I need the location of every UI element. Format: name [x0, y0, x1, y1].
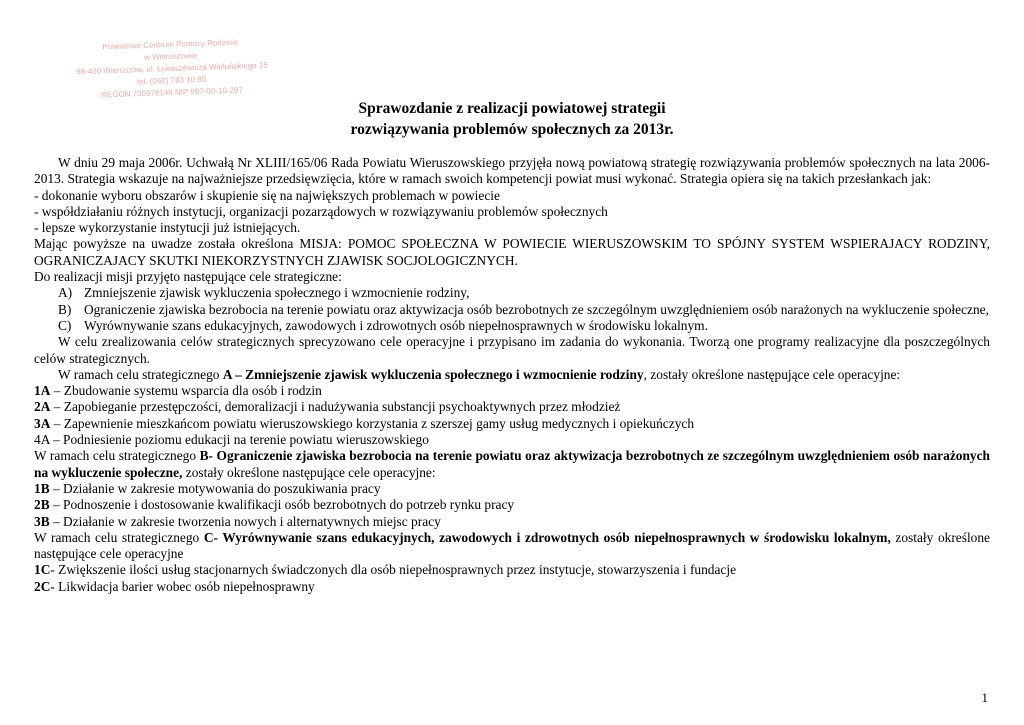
- operational-code: 2A: [34, 399, 51, 415]
- operational-item: [34, 579, 990, 595]
- operational-text: - Zwiększenie ilości usług stacjonarnych świadczonych dla osób niepełnosprawnych przez instytucje, stowarzyszenia i fundacje: [50, 562, 737, 578]
- section-c-heading: [34, 530, 990, 563]
- institution-stamp: [75, 21, 268, 108]
- operational-text: – Zbudowanie systemu wsparcia dla osób i rodzin: [50, 383, 322, 399]
- strategic-goal-item: [34, 302, 990, 318]
- goal-label: A): [58, 285, 73, 301]
- operational-text: – Zapewnienie mieszkańcom powiatu wieruszowskiego korzystania z szerszej gamy usług medycznych i opiekuńczych: [50, 415, 695, 431]
- goals-intro: Do realizacji misji przyjęto następujące cele strategiczne:: [34, 269, 342, 285]
- operational-code: 4A: [34, 432, 50, 448]
- premise-item: - lepsze wykorzystanie instytucji już istniejących.: [34, 220, 301, 236]
- operational-text: – Działanie w zakresie motywowania do poszukiwania pracy: [49, 480, 381, 496]
- goal-text: Wyrównywanie szans edukacyjnych, zawodowych i zdrowotnych osób niepełnosprawnych w środowisku lokalnym.: [84, 317, 708, 333]
- section-a-heading: [34, 367, 990, 383]
- stamp-line: tel. (062) 783 10 85: [136, 74, 207, 87]
- operational-code: 3B: [34, 513, 50, 529]
- goal-text: Ograniczenie zjawiska bezrobocia na terenie powiatu oraz aktywizacja osób bezrobotnych ze szczególnym uwzględnieniem osób narażonych na wykluczenie społeczne,: [84, 301, 989, 317]
- operational-item: [34, 383, 990, 399]
- operational-item: [34, 432, 990, 448]
- premise-item: - dokonanie wyboru obszarów i skupienie się na największych problemach w powiecie: [34, 187, 500, 203]
- stamp-line: REGON 730978148 NIP 997-00-10-297: [101, 85, 243, 100]
- premise-item: - współdziałaniu różnych instytucji, organizacji pozarządowych w rozwiązywaniu problemów społecznych: [34, 203, 608, 219]
- goal-label: B): [58, 301, 72, 317]
- operational-text: – Podniesienie poziomu edukacji na terenie powiatu wieruszowskiego: [49, 432, 429, 448]
- operational-code: 1A: [34, 383, 51, 399]
- goal-text: Zmniejszenie zjawisk wykluczenia społecznego i wzmocnienie rodziny,: [84, 285, 470, 301]
- section-c-goal: C- Wyrównywanie szans edukacyjnych, zawodowych i zdrowotnych osób niepełnosprawnych w środowisku lokalnym,: [203, 529, 891, 545]
- operational-code: 2B: [34, 497, 50, 513]
- page-number: 1: [981, 690, 988, 705]
- section-a-post: , zostały określone następujące cele operacyjne:: [643, 366, 901, 382]
- section-b-heading: [34, 448, 990, 481]
- operational-code: 3A: [34, 415, 51, 431]
- section-a-goal: A – Zmniejszenie zjawisk wykluczenia społecznego i wzmocnienie rodziny: [222, 366, 644, 382]
- strategic-goal-item: [34, 318, 990, 334]
- operational-item: [34, 416, 990, 432]
- document-body: [34, 155, 990, 595]
- section-c-post: zostały określone następujące cele operacyjne: [34, 529, 990, 562]
- stamp-line: Powiatowe Centrum Pomocy Rodzinie: [102, 37, 239, 52]
- strategic-goal-item: [34, 285, 990, 301]
- document-title-line-1: Sprawozdanie z realizacji powiatowej strategii: [358, 100, 666, 117]
- mission-paragraph: Mając powyższe na uwadze została określona MISJA: POMOC SPOŁECZNA W POWIECIE WIERUSZOWSKIM TO SPÓJNY SYSTEM WSPIERAJACY RODZINY, OGRANICZAJACY SKUTKI NIEKORZYSTNYCH ZJAWISK SOCJOLOGICZNYCH.: [34, 236, 990, 268]
- operational-code: 1C: [34, 562, 51, 578]
- operational-text: – Działanie w zakresie tworzenia nowych i alternatywnych miejsc pracy: [49, 513, 441, 529]
- operational-text: – Podnoszenie i dostosowanie kwalifikacji osób bezrobotnych do potrzeb rynku pracy: [49, 497, 515, 513]
- operational-text: – Zapobieganie przestępczości, demoralizacji i nadużywania substancji psychoaktywnych przez młodzież: [50, 399, 621, 415]
- intro-paragraph: W dniu 29 maja 2006r. Uchwałą Nr XLIII/165/06 Rada Powiatu Wieruszowskiego przyjęła nową powiatową strategię rozwiązywania problemów społecznych na lata 2006-2013. Strategia wskazuje na najważniejsze przedsięwzięcia, które w ramach swoich kompetencji powiat musi wykonać. Strategia opiera się na takich przesłankach jak:: [34, 155, 990, 187]
- operational-item: [34, 497, 990, 513]
- stamp-line: 98-400 Wieruszów, ul. Łukaszewicza Wieluńskiego 15: [76, 60, 268, 77]
- operational-item: [34, 481, 990, 497]
- section-b-goal: B- Ograniczenie zjawiska bezrobocia na terenie powiatu oraz aktywizacja bezrobotnych ze szczególnym uwzględnieniem osób narażonych na wykluczenie społeczne,: [34, 448, 990, 480]
- operational-item: [34, 399, 990, 415]
- operational-item: [34, 514, 990, 530]
- section-a-pre: W ramach celu strategicznego: [58, 366, 223, 382]
- operational-item: [34, 562, 990, 578]
- section-c-pre: W ramach celu strategicznego: [34, 529, 204, 545]
- stamp-line: w Wieruszowie: [143, 51, 198, 62]
- goal-label: C): [58, 317, 72, 333]
- document-title-line-2: rozwiązywania problemów społecznych za 2013r.: [350, 121, 674, 138]
- section-b-pre: W ramach celu strategicznego: [34, 448, 200, 464]
- operational-text: - Likwidacja barier wobec osób niepełnosprawny: [50, 578, 315, 594]
- operational-code: 1B: [34, 480, 50, 496]
- operational-intro-paragraph: W celu zrealizowania celów strategicznych sprecyzowano cele operacyjne i przypisano im zadania do wykonania. Tworzą one programy realizacyjne dla poszczególnych celów strategicznych.: [34, 334, 990, 366]
- section-b-post: zostały określone następujące cele operacyjne:: [182, 464, 436, 480]
- operational-code: 2C: [34, 578, 51, 594]
